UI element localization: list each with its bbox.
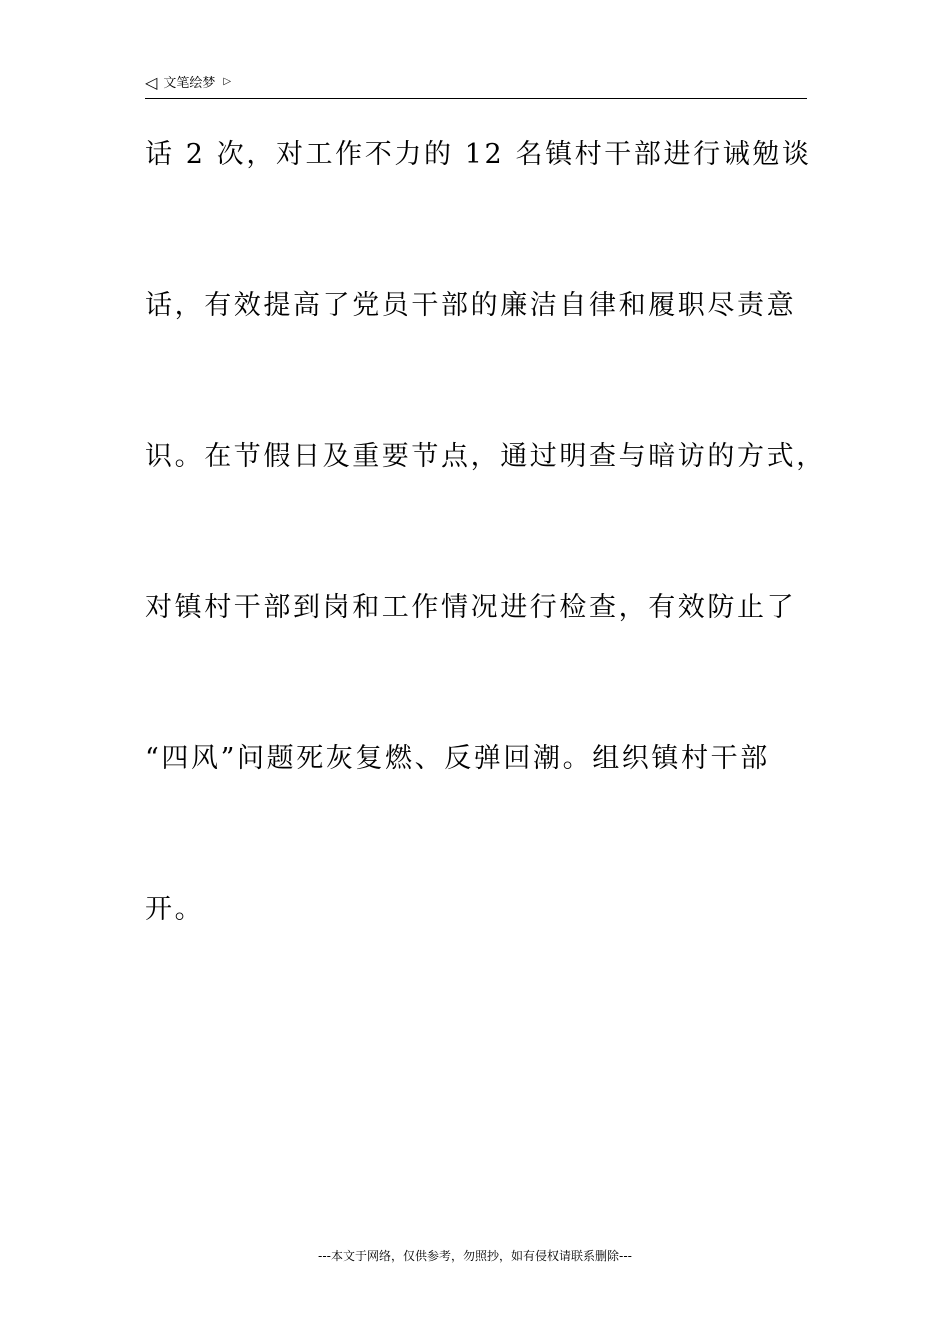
body-line: 识。在节假日及重要节点，通过明查与暗访的方式， bbox=[145, 441, 826, 472]
header-title: 文笔绘梦 bbox=[163, 76, 216, 91]
body-line: “四风”问题死灰复燃、反弹回潮。组织镇村干部 bbox=[145, 743, 770, 774]
document-body bbox=[145, 126, 826, 1032]
triangle-right-icon: ▷ bbox=[223, 76, 232, 87]
body-line: 话 2 次，对工作不力的 12 名镇村干部进行诫勉谈 bbox=[145, 139, 812, 170]
page-header bbox=[145, 74, 807, 99]
triangle-left-icon: ◁ bbox=[145, 73, 158, 92]
footer-disclaimer: ---本文于网络，仅供参考，勿照抄，如有侵权请联系删除--- bbox=[318, 1249, 632, 1263]
body-line: 开。 bbox=[145, 894, 205, 925]
body-line: 话，有效提高了党员干部的廉洁自律和履职尽责意 bbox=[145, 290, 797, 321]
body-line: 对镇村干部到岗和工作情况进行检查，有效防止了 bbox=[145, 592, 797, 623]
